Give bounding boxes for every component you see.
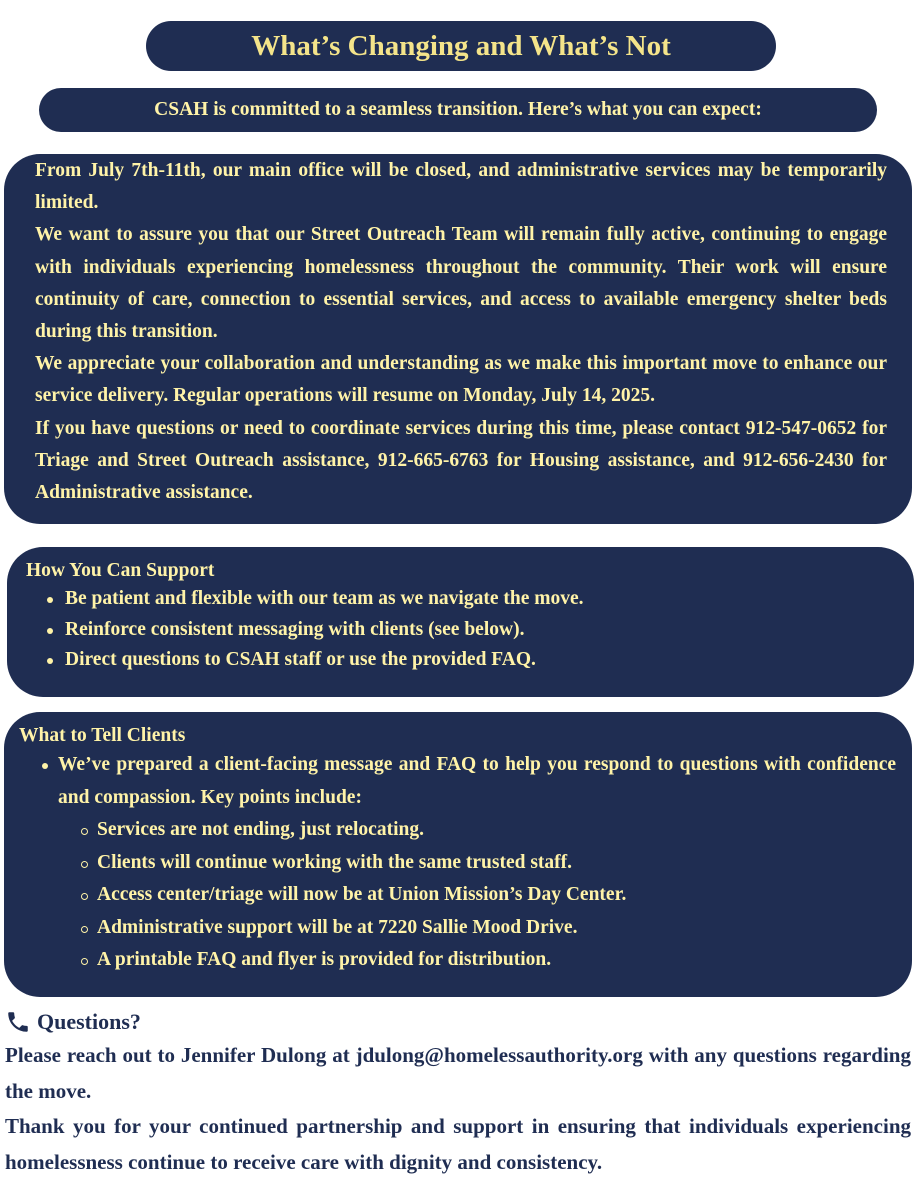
support-heading: How You Can Support	[26, 560, 215, 581]
subtitle-banner	[39, 88, 877, 132]
notice-box	[4, 154, 912, 524]
notice-paragraph: From July 7th-11th, our main office will be closed, and administrative services may be temporarily limited.	[35, 160, 887, 214]
clients-list	[19, 749, 896, 977]
key-point: A printable FAQ and flyer is provided for distribution.	[58, 944, 896, 977]
key-point: Access center/triage will now be at Union Mission’s Day Center.	[58, 879, 896, 912]
list-item	[19, 749, 896, 977]
key-points-list	[58, 814, 896, 977]
questions-heading: Questions?	[37, 1009, 141, 1034]
list-item: Be patient and flexible with our team as we navigate the move.	[26, 584, 914, 615]
thanks-text: Thank you for your continued partnership and support in ensuring that individuals experiencing homelessness continue to receive care with dignity and consistency.	[5, 1114, 911, 1174]
subtitle: CSAH is committed to a seamless transition. Here’s what you can expect:	[154, 99, 762, 120]
list-item: Direct questions to CSAH staff or use the provided FAQ.	[26, 645, 914, 676]
support-list	[26, 584, 914, 676]
clients-heading: What to Tell Clients	[19, 725, 186, 746]
clients-box	[4, 712, 912, 997]
phone-icon	[5, 1009, 31, 1035]
key-point: Services are not ending, just relocating.	[58, 814, 896, 847]
clients-intro: We’ve prepared a client-facing message and FAQ to help you respond to questions with confidence and compassion. Key points include:	[58, 754, 896, 808]
questions-section	[5, 1006, 911, 1180]
notice-paragraph: We appreciate your collaboration and understanding as we make this important move to enhance our service delivery. Regular operations will resume on Monday, July 14, 2025.	[35, 353, 887, 407]
list-item: Reinforce consistent messaging with clients (see below).	[26, 615, 914, 646]
contact-text: Please reach out to Jennifer Dulong at jdulong@homelessauthority.org with any questions regarding the move.	[5, 1043, 911, 1103]
questions-header	[5, 1006, 911, 1038]
page-title: What’s Changing and What’s Not	[251, 29, 671, 62]
key-point: Clients will continue working with the same trusted staff.	[58, 847, 896, 880]
page-title-banner	[146, 21, 776, 71]
notice-paragraph: We want to assure you that our Street Outreach Team will remain fully active, continuing to engage with individuals experiencing homelessness throughout the community. Their work will ensure continuity of care, connection to essential services, and access to available emergency shelter beds during this transition.	[35, 224, 887, 343]
key-point: Administrative support will be at 7220 Sallie Mood Drive.	[58, 912, 896, 945]
support-box	[7, 547, 914, 697]
notice-paragraph: If you have questions or need to coordinate services during this time, please contact 912-547-0652 for Triage and Street Outreach assistance, 912-665-6763 for Housing assistance, and 912-656-2430 for Administrative assistance.	[35, 417, 887, 504]
